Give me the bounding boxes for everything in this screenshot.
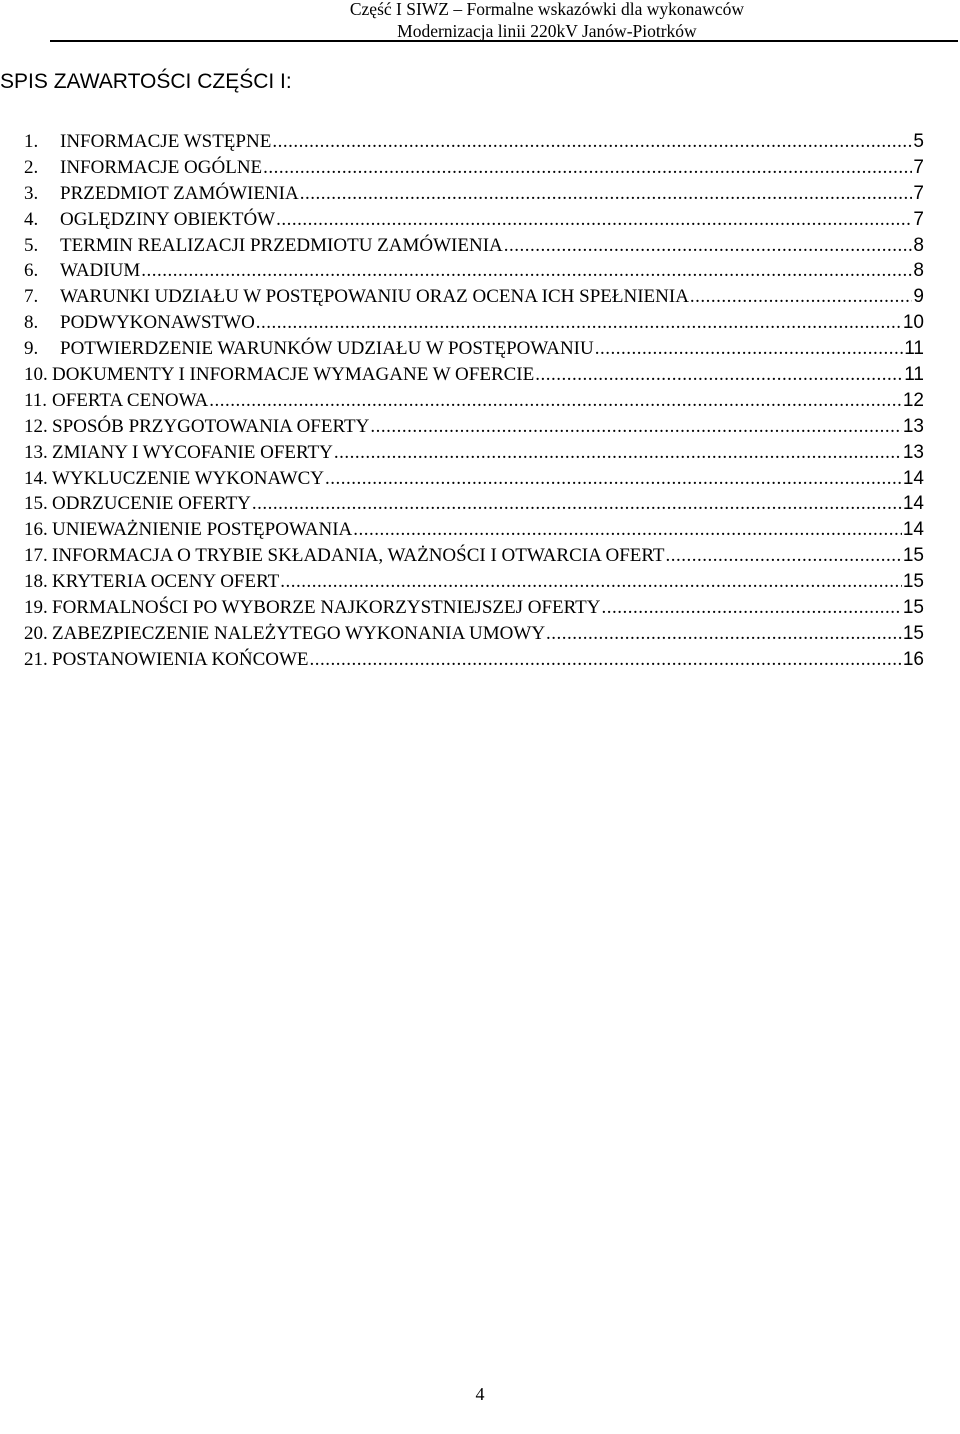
toc-entry[interactable] bbox=[24, 569, 924, 595]
toc-entry[interactable] bbox=[24, 181, 924, 207]
toc-entry-number: 17. bbox=[24, 545, 48, 567]
toc-entry-page[interactable]: 14 bbox=[902, 493, 924, 515]
toc-entry-label[interactable]: INFORMACJE OGÓLNE bbox=[60, 156, 263, 178]
toc-entry[interactable] bbox=[24, 336, 924, 362]
toc-entry-page[interactable]: 12 bbox=[902, 389, 924, 411]
toc-entry[interactable] bbox=[24, 362, 924, 388]
toc-entry[interactable] bbox=[24, 440, 924, 466]
toc-entry-number: 18. bbox=[24, 571, 48, 593]
toc-entry-label[interactable]: DOKUMENTY I INFORMACJE WYMAGANE W OFERCIE bbox=[52, 364, 535, 386]
toc-dot-leader bbox=[595, 336, 904, 362]
toc-entry[interactable] bbox=[24, 517, 924, 543]
table-of-contents bbox=[24, 129, 924, 673]
toc-entry-number: 15. bbox=[24, 493, 48, 515]
toc-dot-leader bbox=[602, 595, 902, 621]
toc-entry-page[interactable]: 7 bbox=[913, 156, 924, 178]
toc-entry-label[interactable]: ZABEZPIECZENIE NALEŻYTEGO WYKONANIA UMOWY bbox=[52, 622, 546, 644]
toc-entry-label[interactable]: KRYTERIA OCENY OFERT bbox=[52, 571, 280, 593]
toc-dot-leader bbox=[280, 569, 902, 595]
toc-entry-label[interactable]: PODWYKONAWSTWO bbox=[60, 312, 255, 334]
toc-dot-leader bbox=[353, 517, 902, 543]
toc-dot-leader bbox=[141, 258, 912, 284]
toc-entry-page[interactable]: 13 bbox=[902, 415, 924, 437]
toc-entry-number: 5. bbox=[24, 234, 39, 256]
toc-entry-page[interactable]: 14 bbox=[902, 519, 924, 541]
toc-entry-page[interactable]: 16 bbox=[902, 648, 924, 670]
header-project-name: Modernizacja linii 220kV Janów-Piotrków bbox=[397, 21, 697, 41]
toc-entry-page[interactable]: 14 bbox=[902, 467, 924, 489]
toc-entry-number: 7. bbox=[24, 286, 39, 308]
toc-entry[interactable] bbox=[24, 414, 924, 440]
toc-dot-leader bbox=[252, 491, 902, 517]
toc-title: SPIS ZAWARTOŚCI CZĘŚCI I: bbox=[0, 70, 292, 93]
toc-dot-leader bbox=[272, 129, 912, 155]
toc-dot-leader bbox=[256, 310, 902, 336]
toc-entry-page[interactable]: 15 bbox=[902, 545, 924, 567]
toc-entry-page[interactable]: 9 bbox=[913, 286, 924, 308]
toc-entry-number: 2. bbox=[24, 156, 39, 178]
toc-entry[interactable] bbox=[24, 543, 924, 569]
toc-entry-label[interactable]: ZMIANY I WYCOFANIE OFERTY bbox=[52, 441, 333, 463]
toc-entry-page[interactable]: 15 bbox=[902, 571, 924, 593]
toc-entry-number: 1. bbox=[24, 131, 39, 152]
toc-entry-label[interactable]: INFORMACJE WSTĘPNE bbox=[60, 131, 272, 152]
toc-entry-label[interactable]: INFORMACJA O TRYBIE SKŁADANIA, WAŻNOŚCI I OTWARCIA OFERT bbox=[52, 545, 665, 567]
toc-entry-label[interactable]: FORMALNOŚCI PO WYBORZE NAJKORZYSTNIEJSZEJ OFERTY bbox=[52, 597, 601, 619]
toc-entry-page[interactable]: 7 bbox=[913, 208, 924, 230]
toc-entry-page[interactable]: 11 bbox=[904, 364, 924, 386]
toc-entry-page[interactable]: 7 bbox=[913, 182, 924, 204]
toc-entry-number: 9. bbox=[24, 338, 39, 360]
toc-entry-page[interactable]: 15 bbox=[902, 622, 924, 644]
toc-entry-page[interactable]: 10 bbox=[902, 312, 924, 334]
toc-dot-leader bbox=[666, 543, 902, 569]
toc-entry[interactable] bbox=[24, 310, 924, 336]
toc-entry-number: 11. bbox=[24, 389, 48, 411]
toc-dot-leader bbox=[690, 284, 913, 310]
toc-entry[interactable] bbox=[24, 647, 924, 673]
toc-entry-number: 19. bbox=[24, 597, 48, 619]
toc-dot-leader bbox=[300, 181, 913, 207]
toc-entry[interactable] bbox=[24, 595, 924, 621]
toc-entry-number: 8. bbox=[24, 312, 39, 334]
toc-entry-label[interactable]: WYKLUCZENIE WYKONAWCY bbox=[52, 467, 324, 489]
toc-entry-label[interactable]: WADIUM bbox=[60, 260, 141, 282]
toc-entry[interactable] bbox=[24, 233, 924, 259]
toc-entry-label[interactable]: ODRZUCENIE OFERTY bbox=[52, 493, 251, 515]
header-document-title: Część I SIWZ – Formalne wskazówki dla wykonawców bbox=[349, 0, 744, 19]
toc-entry-label[interactable]: OFERTA CENOWA bbox=[52, 389, 209, 411]
header-divider bbox=[50, 40, 958, 42]
toc-dot-leader bbox=[276, 207, 912, 233]
toc-entry-page[interactable]: 8 bbox=[913, 234, 924, 256]
toc-dot-leader bbox=[209, 388, 902, 414]
page-number: 4 bbox=[475, 1384, 485, 1404]
toc-entry-label[interactable]: POTWIERDZENIE WARUNKÓW UDZIAŁU W POSTĘPOWANIU bbox=[60, 338, 594, 360]
toc-entry[interactable] bbox=[24, 466, 924, 492]
toc-dot-leader bbox=[504, 233, 913, 259]
toc-entry-page[interactable]: 5 bbox=[913, 131, 924, 152]
toc-dot-leader bbox=[546, 621, 902, 647]
toc-dot-leader bbox=[334, 440, 902, 466]
toc-dot-leader bbox=[370, 414, 902, 440]
toc-entry-label[interactable]: PRZEDMIOT ZAMÓWIENIA bbox=[60, 182, 299, 204]
toc-entry-label[interactable]: POSTANOWIENIA KOŃCOWE bbox=[52, 648, 309, 670]
toc-entry[interactable] bbox=[24, 621, 924, 647]
toc-entry-number: 16. bbox=[24, 519, 48, 541]
toc-dot-leader bbox=[535, 362, 903, 388]
toc-dot-leader bbox=[325, 466, 902, 492]
toc-entry[interactable] bbox=[24, 284, 924, 310]
toc-entry[interactable] bbox=[24, 207, 924, 233]
toc-entry-label[interactable]: UNIEWAŻNIENIE POSTĘPOWANIA bbox=[52, 519, 353, 541]
toc-entry-label[interactable]: OGLĘDZINY OBIEKTÓW bbox=[60, 208, 276, 230]
toc-entry[interactable] bbox=[24, 129, 924, 155]
page-header bbox=[350, 0, 744, 42]
toc-entry[interactable] bbox=[24, 258, 924, 284]
toc-entry-label[interactable]: TERMIN REALIZACJI PRZEDMIOTU ZAMÓWIENIA bbox=[60, 234, 503, 256]
toc-entry-number: 20. bbox=[24, 622, 48, 644]
toc-entry-number: 4. bbox=[24, 208, 39, 230]
toc-dot-leader bbox=[310, 647, 902, 673]
toc-entry-number: 14. bbox=[24, 467, 48, 489]
toc-entry-page[interactable]: 15 bbox=[902, 597, 924, 619]
toc-entry-page[interactable]: 13 bbox=[902, 441, 924, 463]
toc-entry-number: 12. bbox=[24, 415, 48, 437]
toc-entry-label[interactable]: SPOSÓB PRZYGOTOWANIA OFERTY bbox=[52, 415, 370, 437]
toc-entry-page[interactable]: 11 bbox=[904, 338, 924, 360]
toc-entry-label[interactable]: WARUNKI UDZIAŁU W POSTĘPOWANIU ORAZ OCENA ICH SPEŁNIENIA bbox=[60, 286, 689, 308]
toc-entry-number: 3. bbox=[24, 182, 39, 204]
toc-entry-page[interactable]: 8 bbox=[913, 260, 924, 282]
toc-entry-number: 13. bbox=[24, 441, 48, 463]
toc-entry-number: 6. bbox=[24, 260, 39, 282]
toc-entry-number: 10. bbox=[24, 364, 48, 386]
toc-entry[interactable] bbox=[24, 388, 924, 414]
toc-entry-number: 21. bbox=[24, 648, 48, 670]
toc-entry[interactable] bbox=[24, 491, 924, 517]
toc-entry[interactable] bbox=[24, 155, 924, 181]
toc-dot-leader bbox=[263, 155, 912, 181]
